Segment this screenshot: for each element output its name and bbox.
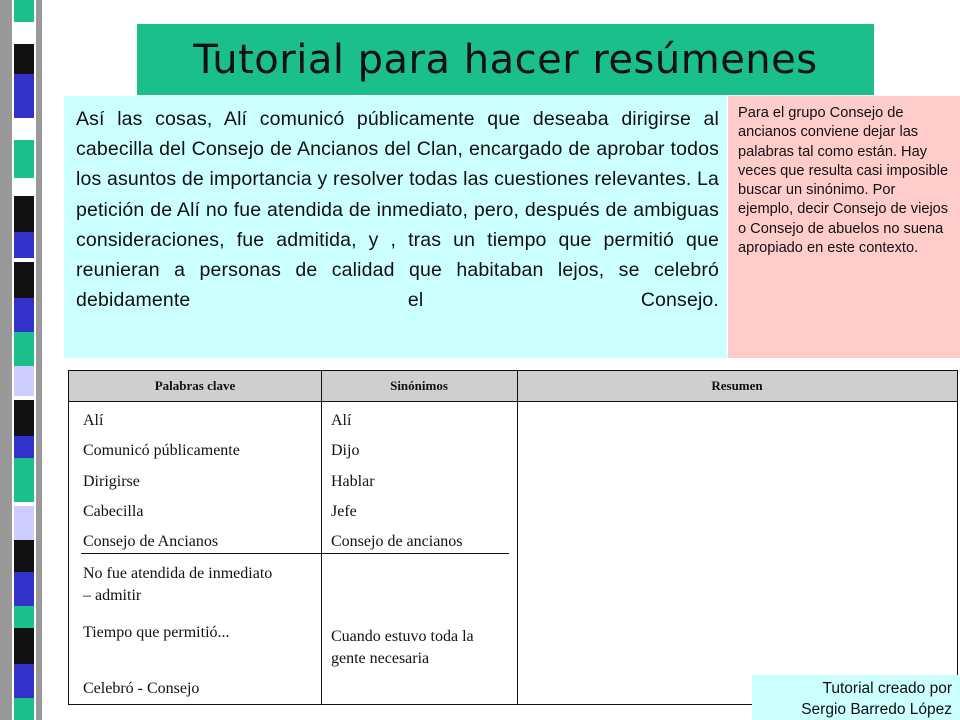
stripe-segment <box>14 74 34 118</box>
header-summary: Resumen <box>711 378 763 393</box>
synonym-cell: Dijo <box>331 442 360 459</box>
stripe-segment <box>14 572 34 606</box>
title-banner <box>137 24 874 95</box>
stripe-segment <box>14 196 34 232</box>
stripe-segment <box>14 458 34 502</box>
synonym-cell: Alí <box>331 412 352 429</box>
keyword-cell: No fue atendida de inmediato – admitir <box>83 565 273 604</box>
credit-author: Sergio Barredo López <box>801 701 952 718</box>
page-title: Tutorial para hacer resúmenes <box>193 36 818 83</box>
stripe-segment <box>14 298 34 332</box>
note-text: Para el grupo Consejo de ancianos conviene dejar las palabras tal como están. Hay veces que resulta casi imposible buscar un sinónimo. Por ejemplo, decir Consejo de viejos o Consejo de abuelos no suena apropiado en este contexto. <box>738 105 949 257</box>
column-divider <box>321 371 322 704</box>
synonym-cell: Consejo de ancianos <box>331 533 463 550</box>
stripe-segment <box>14 436 34 458</box>
decorative-side-stripe <box>0 0 48 720</box>
passage-text: Así las cosas, Alí comunicó públicamente que deseaba dirigirse al cabecilla del Consejo de Ancianos del Clan, encargado de aprobar todos los asuntos de importancia y resolver todas las cuestiones relevantes. La petición de Alí no fue atendida de inmediato, pero, después de ambiguas consideraciones, fue admitida, y , tras un tiempo que permitió que reunieran a personas de calidad que habitaban lejos, se celebró debidamente el Consejo. <box>76 108 719 312</box>
stripe-segment <box>0 0 12 720</box>
row-separator <box>81 553 509 554</box>
stripe-segment <box>14 540 34 572</box>
stripe-segment <box>14 0 34 22</box>
synonym-cell: Hablar <box>331 473 375 490</box>
keyword-cell: Alí <box>83 412 104 429</box>
stripe-segment <box>14 506 34 540</box>
keyword-cell: Dirigirse <box>83 473 140 490</box>
stripe-segment <box>14 606 34 628</box>
synonym-cell: Cuando estuvo toda la gente necesaria <box>331 628 474 667</box>
side-note <box>728 96 960 358</box>
stripe-segment <box>14 628 34 664</box>
keyword-cell: Celebró - Consejo <box>83 680 200 697</box>
stripe-segment <box>14 332 34 366</box>
credit-line: Tutorial creado por <box>822 680 952 697</box>
stripe-segment <box>14 44 34 74</box>
keyword-cell: Comunicó públicamente <box>83 442 240 459</box>
stripe-segment <box>14 664 34 698</box>
stripe-segment <box>14 262 34 298</box>
stripe-segment <box>14 400 34 436</box>
stripe-segment <box>14 698 34 720</box>
source-passage <box>64 96 727 358</box>
summary-table <box>68 370 958 705</box>
stripe-segment <box>14 140 34 178</box>
stripe-segment <box>14 366 34 396</box>
header-keywords: Palabras clave <box>154 378 236 393</box>
stripe-segment <box>36 0 42 720</box>
keyword-cell: Consejo de Ancianos <box>83 533 219 550</box>
table-header <box>69 371 957 402</box>
keyword-cell: Tiempo que permitió... <box>83 624 230 641</box>
stripe-segment <box>14 232 34 258</box>
synonym-cell: Jefe <box>331 503 357 520</box>
keyword-cell: Cabecilla <box>83 503 144 520</box>
column-divider <box>517 371 518 704</box>
credit-box <box>752 675 960 720</box>
header-synonyms: Sinónimos <box>390 378 448 393</box>
